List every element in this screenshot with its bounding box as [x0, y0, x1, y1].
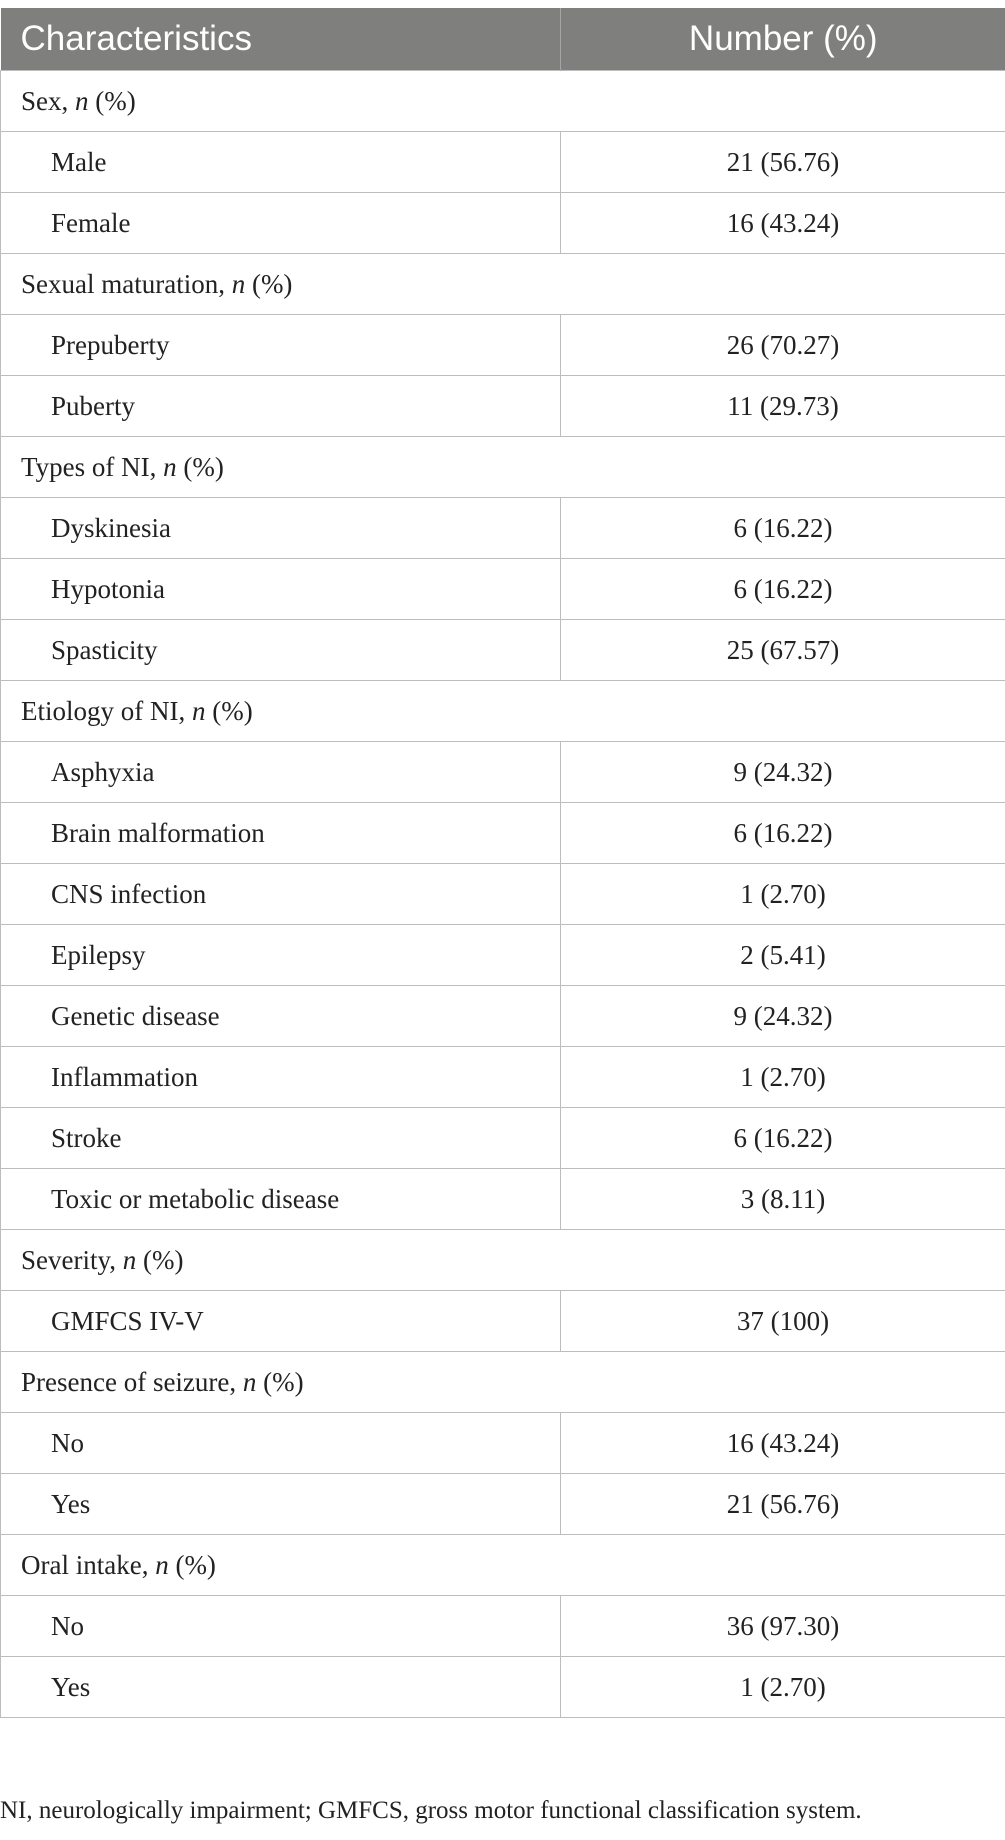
row-label: GMFCS IV-V [1, 1291, 561, 1352]
row-label: Brain malformation [1, 803, 561, 864]
row-value: 36 (97.30) [561, 1596, 1005, 1657]
row-label: Yes [1, 1657, 561, 1718]
characteristics-table [0, 8, 1005, 1718]
section-title-n: n [75, 85, 89, 116]
row-label: Epilepsy [1, 925, 561, 986]
section-title [1, 1535, 1005, 1596]
section-title-suffix: (%) [212, 695, 253, 726]
row-value: 11 (29.73) [561, 376, 1005, 437]
row-value: 16 (43.24) [561, 193, 1005, 254]
row-value: 2 (5.41) [561, 925, 1005, 986]
section-title-n: n [122, 1244, 137, 1275]
row-label: Hypotonia [1, 559, 561, 620]
section-row [1, 254, 1005, 315]
table-row [1, 1169, 1005, 1230]
row-label: No [1, 1596, 561, 1657]
row-value: 1 (2.70) [561, 1047, 1005, 1108]
row-value: 37 (100) [561, 1291, 1005, 1352]
table-row [1, 193, 1005, 254]
section-title-n: n [191, 695, 206, 726]
section-title-suffix: (%) [142, 1244, 184, 1275]
row-label: Prepuberty [1, 315, 561, 376]
section-row [1, 437, 1005, 498]
section-title [1, 437, 1005, 498]
section-title-suffix: (%) [175, 1549, 216, 1580]
table-row [1, 925, 1005, 986]
table-header [1, 8, 1005, 71]
section-title-text: Sexual maturation, [21, 268, 225, 299]
row-label: Female [1, 193, 561, 254]
section-row [1, 681, 1005, 742]
table-row [1, 1108, 1005, 1169]
row-value: 9 (24.32) [561, 986, 1005, 1047]
section-title-text: Types of NI, [21, 451, 157, 482]
section-title-n: n [242, 1366, 257, 1397]
section-title-text: Severity, [21, 1244, 116, 1275]
row-label: No [1, 1413, 561, 1474]
section-row [1, 1535, 1005, 1596]
section-title-n: n [163, 451, 177, 482]
table-row [1, 742, 1005, 803]
section-title [1, 681, 1005, 742]
row-value: 9 (24.32) [561, 742, 1005, 803]
table-row [1, 1657, 1005, 1718]
section-row [1, 1230, 1005, 1291]
section-row [1, 1352, 1005, 1413]
table-row [1, 498, 1005, 559]
row-value: 16 (43.24) [561, 1413, 1005, 1474]
section-title-n: n [231, 268, 246, 299]
table-row [1, 559, 1005, 620]
section-title [1, 254, 1005, 315]
section-title [1, 1352, 1005, 1413]
table-row [1, 376, 1005, 437]
header-number-percent: Number (%) [561, 8, 1005, 71]
section-title-n: n [155, 1549, 169, 1580]
row-value: 3 (8.11) [561, 1169, 1005, 1230]
row-value: 6 (16.22) [561, 803, 1005, 864]
row-label: Toxic or metabolic disease [1, 1169, 561, 1230]
table-row [1, 1596, 1005, 1657]
row-value: 6 (16.22) [561, 498, 1005, 559]
section-title-text: Etiology of NI, [21, 695, 186, 726]
section-title-text: Sex, [21, 85, 69, 116]
row-label: Spasticity [1, 620, 561, 681]
table-row [1, 1047, 1005, 1108]
header-row [1, 8, 1005, 71]
table-row [1, 315, 1005, 376]
table-row [1, 1291, 1005, 1352]
table-row [1, 1474, 1005, 1535]
section-title [1, 71, 1005, 132]
row-label: Male [1, 132, 561, 193]
table-row [1, 864, 1005, 925]
section-title-text: Presence of seizure, [21, 1366, 237, 1397]
row-label: CNS infection [1, 864, 561, 925]
table-footnote: NI, neurologically impairment; GMFCS, gross motor functional classification system. [0, 1797, 862, 1824]
section-title-suffix: (%) [251, 268, 293, 299]
section-title-text: Oral intake, [21, 1549, 149, 1580]
header-characteristics: Characteristics [1, 8, 561, 71]
table-row [1, 132, 1005, 193]
row-label: Dyskinesia [1, 498, 561, 559]
table-row [1, 1413, 1005, 1474]
section-title-suffix: (%) [183, 451, 224, 482]
section-title-suffix: (%) [263, 1366, 304, 1397]
section-row [1, 71, 1005, 132]
table-body [1, 71, 1005, 1718]
row-label: Asphyxia [1, 742, 561, 803]
row-value: 21 (56.76) [561, 1474, 1005, 1535]
row-value: 26 (70.27) [561, 315, 1005, 376]
section-title-suffix: (%) [95, 85, 136, 116]
row-value: 6 (16.22) [561, 1108, 1005, 1169]
row-label: Inflammation [1, 1047, 561, 1108]
row-value: 25 (67.57) [561, 620, 1005, 681]
row-value: 1 (2.70) [561, 1657, 1005, 1718]
table-row [1, 986, 1005, 1047]
row-label: Puberty [1, 376, 561, 437]
section-title [1, 1230, 1005, 1291]
table-row [1, 620, 1005, 681]
row-value: 1 (2.70) [561, 864, 1005, 925]
row-label: Genetic disease [1, 986, 561, 1047]
row-value: 6 (16.22) [561, 559, 1005, 620]
row-value: 21 (56.76) [561, 132, 1005, 193]
row-label: Stroke [1, 1108, 561, 1169]
row-label: Yes [1, 1474, 561, 1535]
table-row [1, 803, 1005, 864]
